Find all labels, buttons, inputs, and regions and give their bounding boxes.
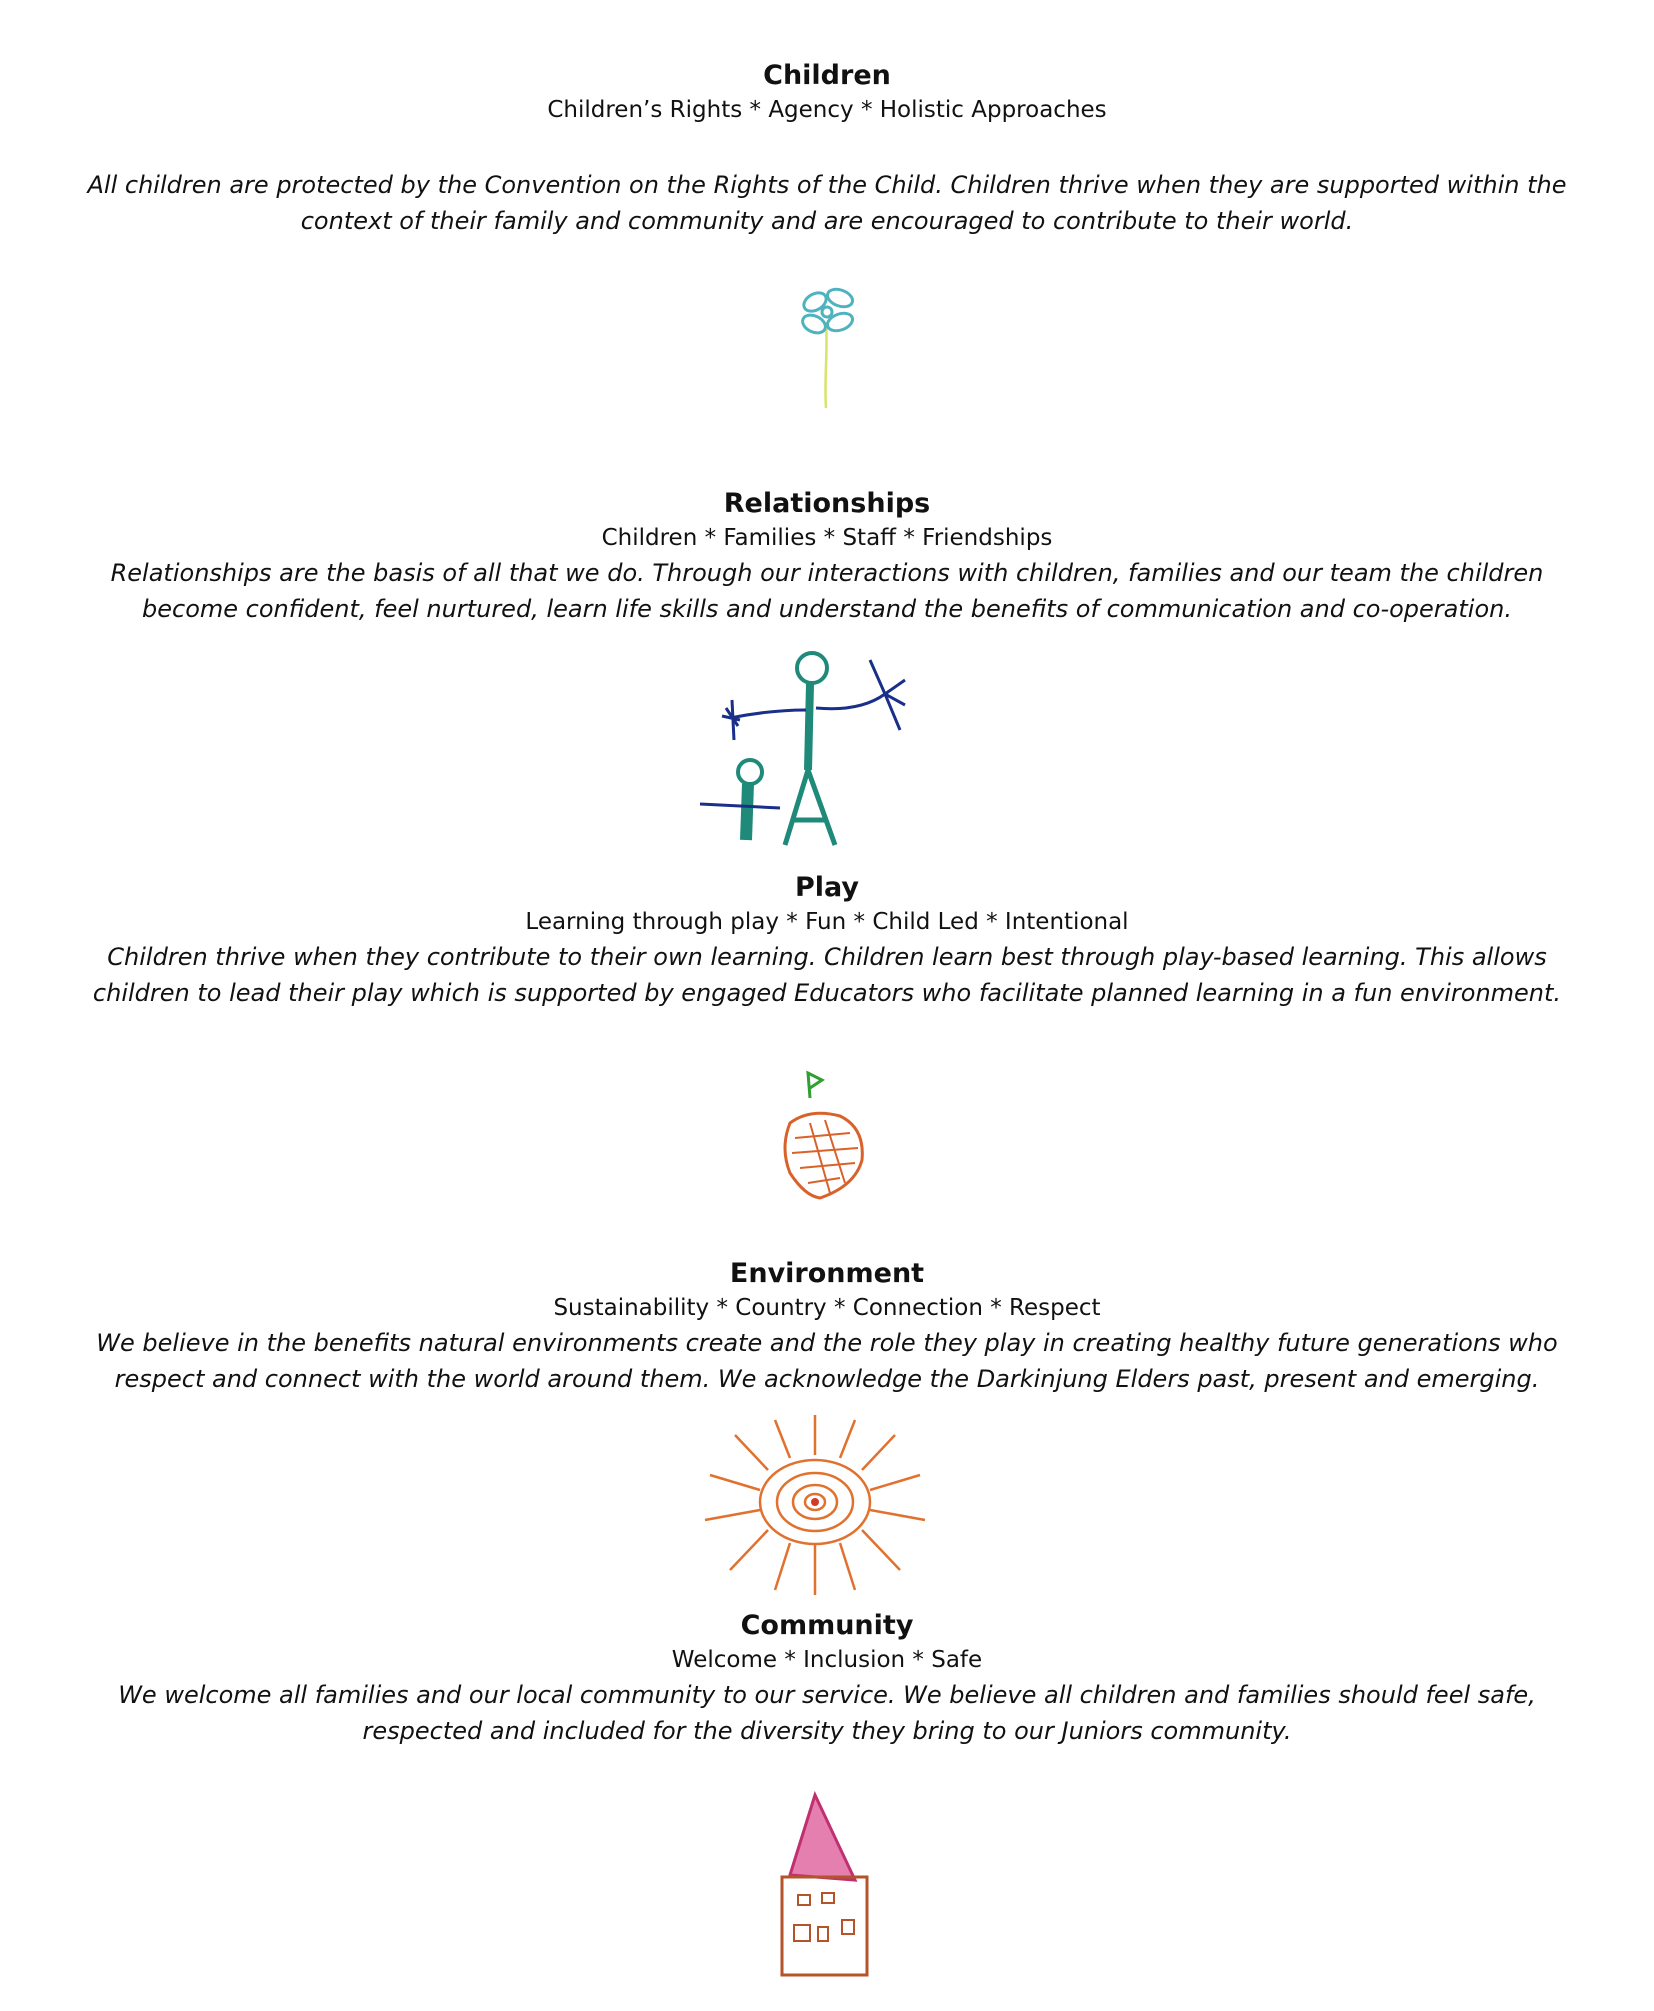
house-icon xyxy=(760,1785,880,1980)
section-community xyxy=(0,1608,1654,1749)
section-title: Community xyxy=(740,1610,914,1641)
section-tags: Welcome * Inclusion * Safe xyxy=(671,1647,983,1673)
section-description: Children thrive when they contribute to their own learning. Children learn best through play-based learning. This allows children to lead their play which is supported by engaged Educators who facilitate planned learning in a fun environment. xyxy=(92,943,1562,1007)
flower-icon xyxy=(770,270,880,410)
section-environment xyxy=(0,1256,1654,1397)
sun-icon xyxy=(690,1410,940,1600)
section-relationships xyxy=(0,486,1654,627)
section-title: Children xyxy=(763,60,891,91)
section-title: Environment xyxy=(729,1258,925,1289)
section-description: We welcome all families and our local community to our service. We believe all children and families should feel safe, respected and included for the diversity they bring to our Juniors community. xyxy=(118,1681,1536,1745)
stick-figures-icon xyxy=(700,650,940,850)
seed-sprout-icon xyxy=(770,1068,880,1208)
section-title: Play xyxy=(794,872,860,903)
section-description: Relationships are the basis of all that we do. Through our interactions with children, families and our team the children become confident, feel nurtured, learn life skills and understand the benefits of communication and co-operation. xyxy=(110,559,1544,623)
section-tags: Learning through play * Fun * Child Led * Intentional xyxy=(525,909,1129,935)
section-title: Relationships xyxy=(723,488,931,519)
section-tags: Sustainability * Country * Connection * Respect xyxy=(553,1295,1101,1321)
section-children xyxy=(0,58,1654,239)
section-description: We believe in the benefits natural environments create and the role they play in creating healthy future generations who respect and connect with the world around them. We acknowledge the Darkinjung Elders past, present and emerging. xyxy=(96,1329,1558,1393)
section-play xyxy=(0,870,1654,1011)
section-tags: Children * Families * Staff * Friendships xyxy=(601,525,1053,551)
section-tags: Children’s Rights * Agency * Holistic Approaches xyxy=(547,97,1107,123)
section-description: All children are protected by the Convention on the Rights of the Child. Children thrive when they are supported within the context of their family and community and are encouraged to contribute to their world. xyxy=(87,171,1567,235)
